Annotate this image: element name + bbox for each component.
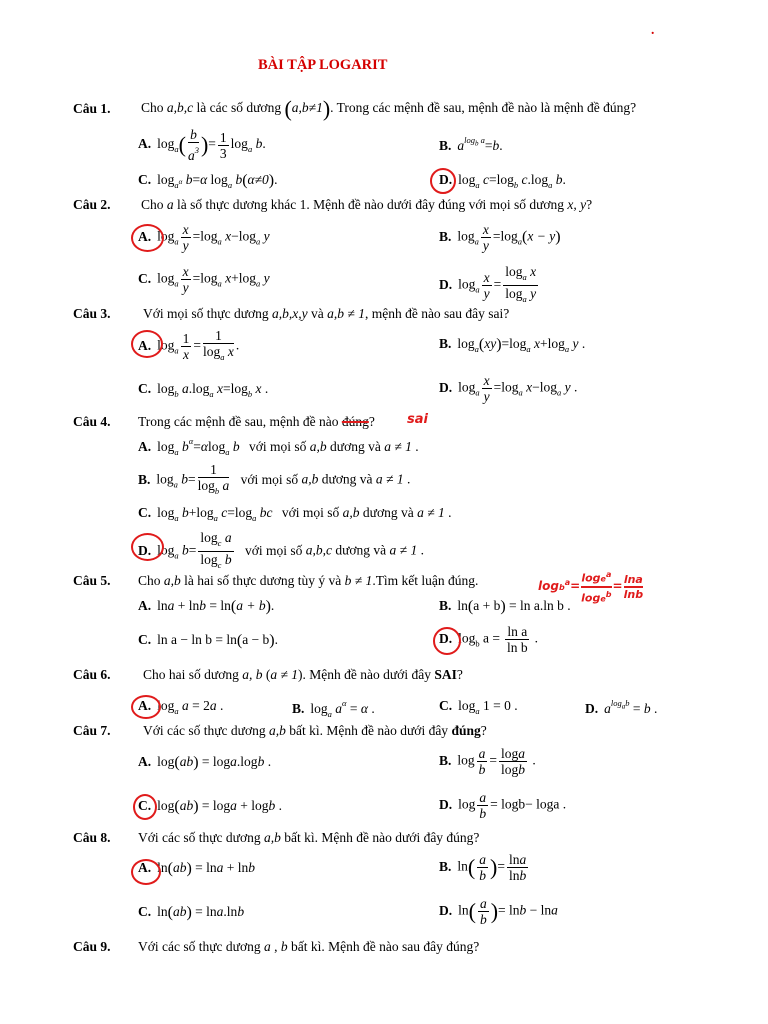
option-a[interactable]: A. lna + lnb = ln(a + b).	[138, 597, 275, 615]
handwritten-formula: logb$^a$= $\frac{\log e^a}{\log e^b}$ = $\frac{\ln a}{\ln b}$	[538, 570, 644, 605]
option-b[interactable]: B. $\log_a$ $\frac{x}{y}$ $=\log_a(x - y)$	[439, 222, 561, 253]
answer-mark-circle	[131, 533, 164, 561]
question-stem: Với các số thực dương a,b bất kì. Mệnh đề nào dưới đây đúng?	[138, 830, 480, 845]
option-c[interactable]: C. $\log_{a^\alpha} b=\alpha$ $\log_a b(\alpha\ne 0)$.	[138, 171, 278, 190]
option-d[interactable]: D. $\log_a$ $\frac{x}{y}$ $=\log_a$ $x-\log_a$ y .	[439, 373, 578, 404]
option-c[interactable]: C. $\log_b a.\log_a$ $x=\log_b$ x .	[138, 381, 269, 399]
answer-mark-circle	[131, 224, 164, 252]
question-stem: Với các số thực dương a , b bất kì. Mệnh đề nào sau đây đúng?	[138, 939, 480, 954]
answer-mark-circle	[133, 794, 157, 820]
option-b[interactable]: B. $\log_a a^\alpha = \alpha$ .	[292, 698, 375, 719]
answer-mark-circle	[131, 859, 161, 885]
handwritten-annotation: sai	[407, 412, 428, 427]
answer-mark-circle	[433, 627, 461, 655]
option-b[interactable]: B. ln(a + b) = ln a.ln b .	[439, 597, 571, 615]
option-b[interactable]: B. $\log_a(xy)=\log_a$ $x+\log_a$ y .	[439, 335, 586, 354]
question-stem: Cho a là số thực dương khác 1. Mệnh đề nào dưới đây đúng với mọi số dương x, y?	[141, 197, 593, 212]
question-number: Câu 4.	[73, 414, 111, 429]
option-d[interactable]: D. $a^{log_ab} = b$ .	[585, 698, 658, 716]
answer-mark-circle	[131, 695, 161, 719]
option-a[interactable]: A. $\log_a$ $\frac{1}{x}$ = $\frac{1}{\log_a x}$ .	[138, 328, 240, 362]
option-a[interactable]: A. $\log_a a = 2a$ .	[138, 698, 224, 716]
question-number: Câu 9.	[73, 939, 111, 954]
option-d[interactable]: D. log $\frac{a}{b}$ = logb− loga .	[439, 790, 567, 821]
question-stem: Cho a,b,c là các số dương (a,b≠1). Trong các mệnh đề sau, mệnh đề nào là mệnh đề đúng?	[141, 96, 637, 121]
question-number: Câu 8.	[73, 830, 111, 845]
option-d[interactable]: D. $\log_b a$ = $\frac{\text{ln a}}{\text{ln b}}$ .	[439, 624, 538, 655]
answer-mark-circle	[430, 168, 456, 194]
question-number: Câu 7.	[73, 723, 111, 738]
option-d[interactable]: D. ln( $\frac{a}{b}$ )= lnb − lna	[439, 896, 558, 927]
option-d[interactable]: D. $\log_a c=\log_b$ $c.\log_a$ b.	[439, 172, 566, 190]
option-a[interactable]: A. log(ab) = loga.logb .	[138, 753, 272, 771]
question-number: Câu 5.	[73, 573, 111, 588]
question-number: Câu 3.	[73, 306, 111, 321]
question-stem: Trong các mệnh đề sau, mệnh đề nào đúng?	[138, 414, 375, 429]
answer-mark-circle	[131, 330, 163, 358]
question-stem: Cho a,b là hai số thực dương tùy ý và b ≠ 1.Tìm kết luận đúng.	[138, 573, 479, 588]
option-c[interactable]: C. log(ab) = loga + logb .	[138, 797, 283, 815]
question-stem: Cho hai số dương a, b (a ≠ 1). Mệnh đề nào dưới đây SAI?	[143, 667, 463, 682]
question-number: Câu 6.	[73, 667, 111, 682]
question-number: Câu 2.	[73, 197, 111, 212]
page-title: BÀI TẬP LOGARIT	[258, 57, 388, 73]
question-stem: Với các số thực dương a,b bất kì. Mệnh đề nào dưới đây đúng?	[143, 723, 487, 738]
option-d[interactable]: D. $\log_a$ $\frac{x}{y}$ = $\frac{\log_a x}{\log_a y}$	[439, 264, 537, 304]
option-d[interactable]: D. $\log_a b=$ $\frac{\log_c a}{\log_c b}$ với mọi số a,b,c dương và a ≠ 1 .	[138, 530, 424, 570]
option-c[interactable]: C. $\log_a$ $\frac{x}{y}$ $=\log_a$ $x+\log_a$ y	[138, 264, 270, 295]
option-c[interactable]: C. ln(ab) = lna.lnb	[138, 903, 245, 921]
option-a[interactable]: A. ln(ab) = lna + lnb	[138, 859, 256, 877]
option-b[interactable]: B. ln( $\frac{a}{b}$ )= $\frac{\ln a}{\ln b}$	[439, 852, 527, 883]
question-number: Câu 1.	[73, 101, 111, 116]
option-c[interactable]: C. $\log_a 1 = 0$ .	[439, 698, 518, 716]
option-a[interactable]: A. $\log_a b^\alpha=\alpha\log_a$ b với mọi số a,b dương và a ≠ 1 .	[138, 436, 419, 457]
option-a[interactable]: A. $\log_a$( $\frac{b}{a^3}$ )= $\frac{1}{3}$ $\log_a b$.	[138, 127, 266, 163]
stray-dot: .	[651, 22, 655, 37]
option-c[interactable]: C. ln a − ln b = ln(a − b).	[138, 631, 278, 649]
option-b[interactable]: B. log $\frac{a}{b}$ = $\frac{\log a}{\log b}$ .	[439, 746, 536, 777]
question-stem: Với mọi số thực dương a,b,x,y và a,b ≠ 1, mệnh đề nào sau đây sai?	[143, 306, 510, 321]
option-a[interactable]: A. $\log_a$ $\frac{x}{y}$ $=\log_a$ $x-\log_a$ y	[138, 222, 270, 253]
option-c[interactable]: C. $\log_a b+\log_a$ $c=\log_a$ bc với mọi số a,b dương và a ≠ 1 .	[138, 505, 452, 523]
option-b[interactable]: B. $\log_a b=$ $\frac{1}{\log_b a}$ với mọi số a,b dương và a ≠ 1 .	[138, 462, 411, 496]
option-b[interactable]: B. $a^{log_b a}=b$.	[439, 135, 503, 153]
